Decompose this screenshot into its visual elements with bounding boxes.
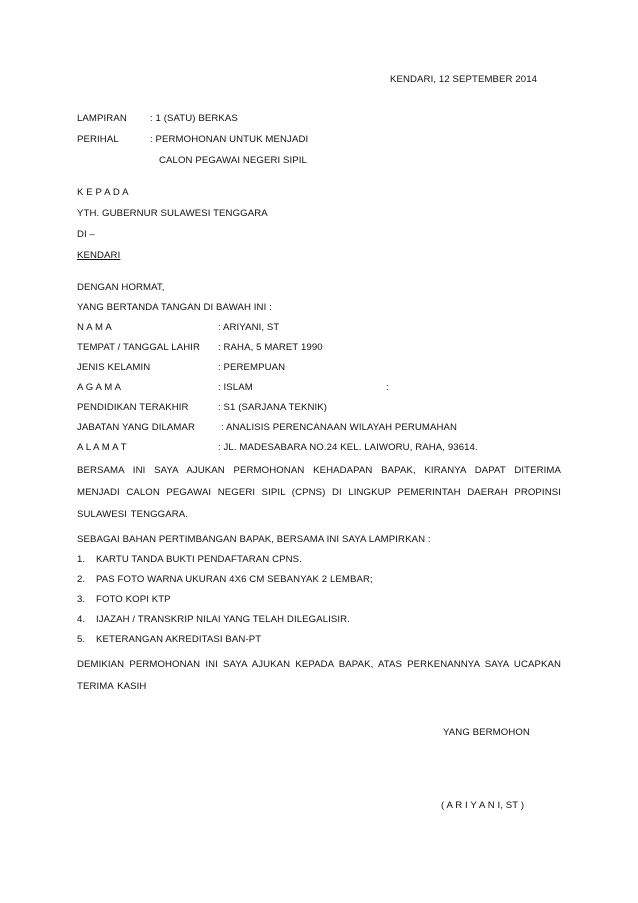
field-value-jenis-kelamin: : PEREMPUAN [218, 362, 286, 373]
date-line: KENDARI, 12 SEPTEMBER 2014 [390, 74, 538, 85]
signer-name: ( A R I Y A N I, ST ) [441, 800, 525, 811]
field-value-agama: : ISLAM [218, 382, 253, 393]
attachment-number: 2. [77, 574, 86, 585]
field-value-nama: : ARIYANI, ST [218, 322, 280, 333]
field-label-jenis-kelamin: JENIS KELAMIN [77, 362, 151, 373]
field-extra-colon: : [386, 382, 389, 393]
lampiran-label: LAMPIRAN [77, 113, 127, 124]
attachment-number: 3. [77, 594, 86, 605]
closing-paragraph: DEMIKIAN PERMOHONAN INI SAYA AJUKAN KEPADA BAPAK, ATAS PERKENANNYA SAYA UCAPKAN TERIMA KASIH [77, 659, 561, 692]
field-label-agama: A G A M A [77, 382, 122, 393]
field-label-nama: N A M A [77, 322, 112, 333]
signoff: YANG BERMOHON [443, 727, 530, 738]
intro-line: YANG BERTANDA TANGAN DI BAWAH INI : [77, 302, 272, 313]
list-item: FOTO KOPI KTP [96, 594, 171, 605]
recipient-di: DI – [77, 229, 95, 240]
recipient-kepada: K E P A D A [77, 187, 129, 198]
list-item: KARTU TANDA BUKTI PENDAFTARAN CPNS. [96, 554, 302, 565]
field-label-jabatan: JABATAN YANG DILAMAR [77, 422, 196, 433]
field-label-alamat: A L A M A T [77, 442, 127, 453]
field-value-alamat: : JL. MADESABARA NO.24 KEL. LAIWORU, RAHA, 93614. [218, 442, 478, 453]
attachment-number: 5. [77, 634, 86, 645]
perihal-value-line-1: : PERMOHONAN UNTUK MENJADI [150, 134, 309, 145]
perihal-value-line-2: CALON PEGAWAI NEGERI SIPIL [159, 155, 307, 166]
attachment-number: 4. [77, 614, 86, 625]
list-item: PAS FOTO WARNA UKURAN 4X6 CM SEBANYAK 2 LEMBAR; [96, 574, 373, 585]
attachments-intro: SEBAGAI BAHAN PERTIMBANGAN BAPAK, BERSAMA INI SAYA LAMPIRKAN : [77, 534, 431, 545]
greeting: DENGAN HORMAT, [77, 282, 165, 293]
field-label-ttl: TEMPAT / TANGGAL LAHIR [77, 342, 201, 353]
request-paragraph: BERSAMA INI SAYA AJUKAN PERMOHONAN KEHADAPAN BAPAK, KIRANYA DAPAT DITERIMA MENJADI CALON PEGAWAI NEGERI SIPIL (CPNS) DI LINGKUP PEMERINTAH DAERAH PROPINSI SULAWESI TENGGARA. [77, 465, 561, 520]
recipient-city: KENDARI [77, 250, 121, 261]
perihal-label: PERIHAL [77, 134, 119, 145]
lampiran-value: : 1 (SATU) BERKAS [150, 113, 238, 124]
field-value-pendidikan: : S1 (SARJANA TEKNIK) [218, 402, 328, 413]
field-label-pendidikan: PENDIDIKAN TERAKHIR [77, 402, 189, 413]
list-item: IJAZAH / TRANSKRIP NILAI YANG TELAH DILEGALISIR. [96, 614, 350, 625]
recipient-yth: YTH. GUBERNUR SULAWESI TENGGARA [77, 208, 268, 219]
field-value-jabatan: : ANALISIS PERENCANAAN WILAYAH PERUMAHAN [221, 422, 458, 433]
field-value-ttl: : RAHA, 5 MARET 1990 [218, 342, 323, 353]
list-item: KETERANGAN AKREDITASI BAN-PT [96, 634, 262, 645]
attachment-number: 1. [77, 554, 86, 565]
